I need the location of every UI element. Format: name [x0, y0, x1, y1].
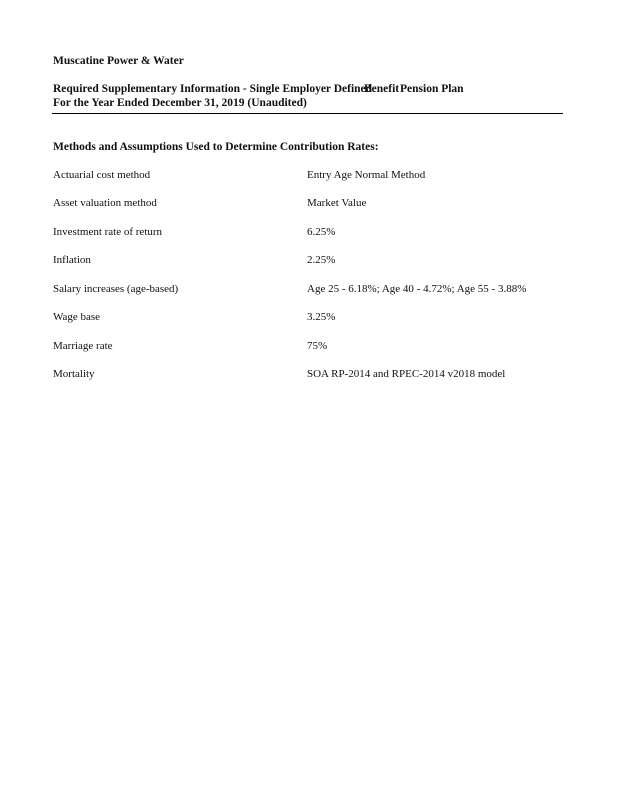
table-row [53, 226, 573, 240]
row-label: Actuarial cost method [53, 169, 151, 181]
report-subtitle: For the Year Ended December 31, 2019 (Unaudited) [53, 97, 307, 109]
table-row [53, 368, 573, 382]
row-label: Mortality [53, 368, 95, 380]
row-label: Investment rate of return [53, 226, 163, 238]
report-title-overlap: Benefit [364, 83, 400, 95]
table-row [53, 169, 573, 183]
row-label: Inflation [53, 254, 91, 266]
row-label: Salary increases (age-based) [53, 283, 179, 295]
row-value: Market Value [307, 197, 367, 209]
row-label: Marriage rate [53, 340, 113, 352]
table-row [53, 340, 573, 354]
table-row [53, 254, 573, 268]
section-heading: Methods and Assumptions Used to Determine Contribution Rates: [53, 141, 379, 153]
report-title-part1: Required Supplementary Information - Single Employer Defined [53, 83, 373, 95]
row-value: Entry Age Normal Method [307, 169, 426, 181]
row-value: 75% [307, 340, 328, 352]
row-value: 6.25% [307, 226, 336, 238]
report-title-part2: Pension Plan [400, 83, 464, 95]
organization-name: Muscatine Power & Water [53, 55, 184, 67]
table-row [53, 311, 573, 325]
table-row [53, 197, 573, 211]
row-value: 3.25% [307, 311, 336, 323]
row-value: Age 25 - 6.18%; Age 40 - 4.72%; Age 55 - 3.88% [307, 283, 527, 295]
row-label: Asset valuation method [53, 197, 157, 209]
table-row [53, 283, 573, 297]
row-value: 2.25% [307, 254, 336, 266]
header-divider [52, 113, 563, 114]
row-label: Wage base [53, 311, 101, 323]
row-value: SOA RP-2014 and RPEC-2014 v2018 model [307, 368, 506, 380]
